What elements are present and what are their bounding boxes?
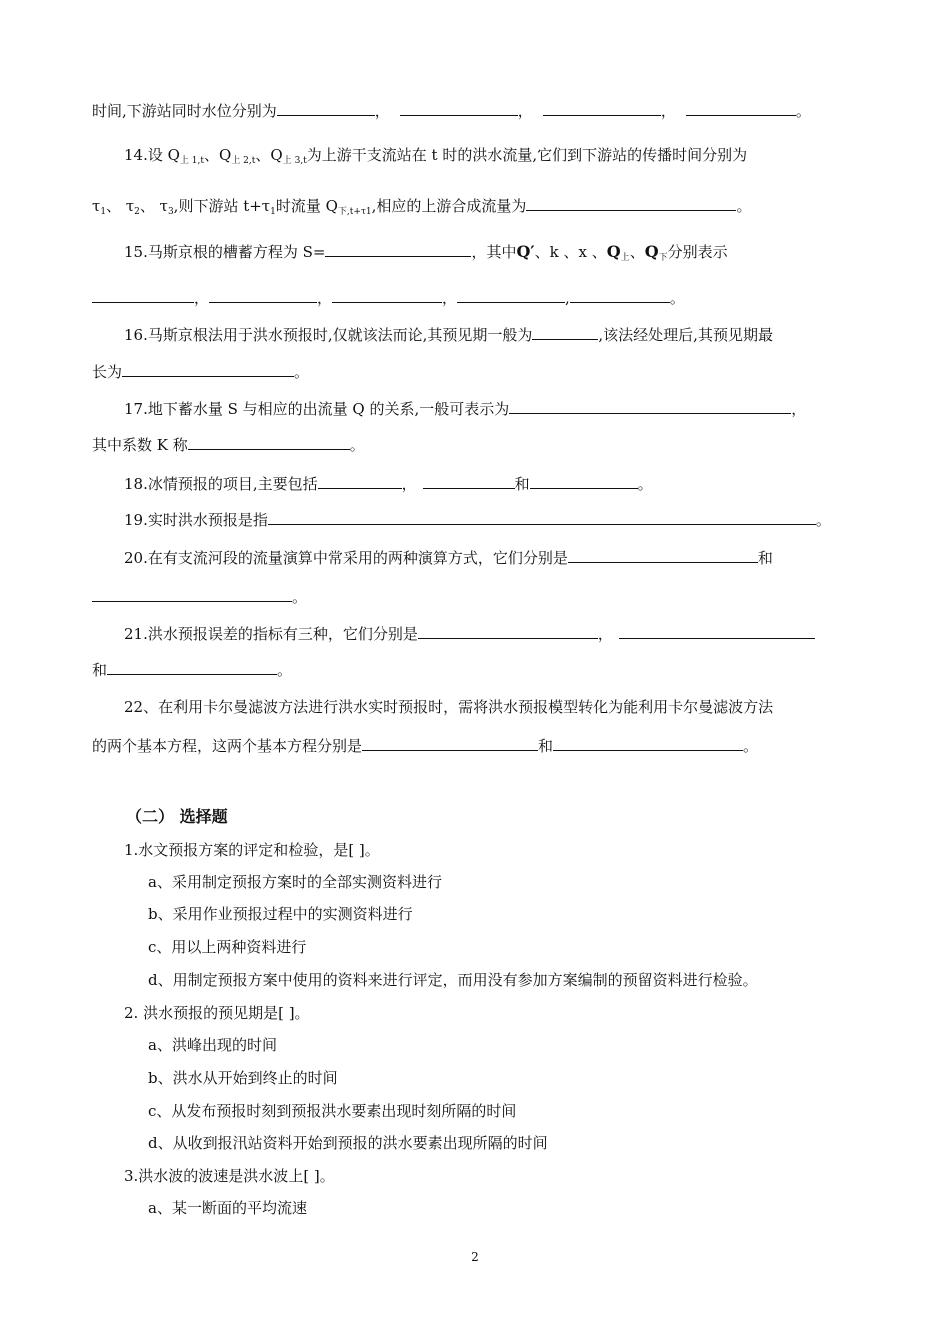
q15-qprime: Q′ bbox=[516, 242, 535, 261]
q17-blank-1[interactable] bbox=[509, 398, 791, 414]
q13-blank-4[interactable] bbox=[686, 100, 796, 116]
q15-line-1 bbox=[124, 241, 728, 268]
q16-blank-2[interactable] bbox=[122, 361, 294, 377]
q16-line-2 bbox=[92, 361, 309, 382]
q16-text-a: 16.马斯京根法用于洪水预报时,仅就该法而论,其预见期一般为 bbox=[124, 326, 533, 344]
mc-option-text: d、用制定预报方案中使用的资料来进行评定，而用没有参加方案编制的预留资料进行检验。 bbox=[148, 971, 758, 989]
q18-blank-3[interactable] bbox=[530, 473, 638, 489]
q16-end: 。 bbox=[294, 363, 310, 381]
q20-blank-1[interactable] bbox=[568, 547, 758, 563]
q18-sep: ， bbox=[401, 475, 417, 493]
q15-k: 、k 、x 、 bbox=[534, 243, 607, 261]
q22-blank-1[interactable] bbox=[362, 735, 538, 751]
q18-blank-2[interactable] bbox=[423, 473, 515, 489]
q21-sep: ， bbox=[597, 625, 613, 643]
q13-text: 时间,下游站同时水位分别为 bbox=[92, 102, 277, 120]
q21-end: 。 bbox=[277, 661, 293, 679]
section-title: 选择题 bbox=[179, 807, 228, 826]
mc-question-1 bbox=[124, 840, 380, 860]
q18-end: 。 bbox=[637, 475, 653, 493]
q14-mid: ,则下游站 t+τ bbox=[173, 197, 271, 215]
q22-line-2 bbox=[92, 735, 758, 756]
q17-text-b: ， bbox=[791, 400, 807, 418]
q14-blank[interactable] bbox=[526, 195, 736, 211]
q19-line bbox=[124, 509, 831, 530]
q14-line-2 bbox=[92, 195, 751, 222]
q13-blank-3[interactable] bbox=[543, 100, 661, 116]
q14-tail: ,相应的上游合成流量为 bbox=[371, 197, 527, 215]
q22-blank-2[interactable] bbox=[553, 735, 743, 751]
q19-end: 。 bbox=[815, 511, 831, 529]
q15-text-a: 15.马斯京根的槽蓄方程为 S= bbox=[124, 243, 326, 261]
q22-text-1: 22、在利用卡尔曼滤波方法进行洪水实时预报时，需将洪水预报模型转化为能利用卡尔曼滤波方法 bbox=[124, 698, 774, 716]
q15-blank-1[interactable] bbox=[92, 287, 194, 303]
q22-and: 和 bbox=[538, 737, 554, 755]
q13-blank-1[interactable] bbox=[277, 100, 375, 116]
mc-question-text: 2. 洪水预报的预见期是[ ]。 bbox=[124, 1004, 310, 1022]
mc-option[interactable] bbox=[148, 937, 306, 957]
mc-option-text: a、采用制定预报方案时的全部实测资料进行 bbox=[148, 873, 442, 891]
q15-dun: 、 bbox=[629, 243, 645, 261]
q15-sep: ， bbox=[317, 289, 333, 307]
q13-line bbox=[92, 100, 811, 121]
q15-line-2 bbox=[92, 287, 685, 308]
q16-blank-1[interactable] bbox=[532, 324, 598, 340]
q15-sep2: , bbox=[565, 289, 570, 307]
page-number: 2 bbox=[471, 1250, 479, 1264]
q14-mid2: 时流量 Q bbox=[275, 197, 338, 215]
q15-blank-3[interactable] bbox=[332, 287, 442, 303]
q15-text-b: ，其中 bbox=[471, 243, 517, 261]
q22-end: 。 bbox=[743, 737, 759, 755]
q22-line-1 bbox=[124, 697, 773, 717]
q21-blank-1[interactable] bbox=[418, 623, 598, 639]
q13-sep: ， bbox=[517, 102, 533, 120]
q15-blank-eq[interactable] bbox=[325, 241, 471, 257]
mc-option-text: b、采用作业预报过程中的实测资料进行 bbox=[148, 905, 413, 923]
mc-option[interactable] bbox=[148, 1101, 516, 1121]
q15-qup: Q bbox=[606, 242, 621, 261]
q14-mid-sub: 1 bbox=[270, 207, 276, 217]
q14-end: 。 bbox=[736, 197, 752, 215]
mc-option[interactable] bbox=[148, 1068, 338, 1088]
q13-blank-2[interactable] bbox=[400, 100, 518, 116]
q17-line-1 bbox=[124, 398, 806, 419]
q18-line bbox=[124, 473, 653, 494]
q14-q-sub: 下,t+τ1 bbox=[337, 207, 372, 217]
tau-1: τ bbox=[92, 197, 101, 215]
q20-end: 。 bbox=[292, 588, 308, 606]
mc-question-text: 3.洪水波的波速是洪水波上[ ]。 bbox=[124, 1167, 335, 1185]
q17-blank-2[interactable] bbox=[188, 434, 350, 450]
q15-sep: ， bbox=[194, 289, 210, 307]
q18-and: 和 bbox=[514, 475, 530, 493]
section-heading bbox=[126, 804, 228, 827]
q14-line-1 bbox=[124, 145, 747, 171]
q20-text: 20.在有支流河段的流量演算中常采用的两种演算方式，它们分别是 bbox=[124, 549, 568, 567]
q21-text: 21.洪水预报误差的指标有三种，它们分别是 bbox=[124, 625, 418, 643]
mc-question-2 bbox=[124, 1003, 310, 1023]
q17-text-a: 17.地下蓄水量 S 与相应的出流量 Q 的关系,一般可表示为 bbox=[124, 400, 510, 418]
tau-sep-1: 、 τ bbox=[106, 197, 135, 215]
q14-sub-3: 上 3,t bbox=[282, 156, 307, 166]
q15-blank-4[interactable] bbox=[457, 287, 565, 303]
q17-end: 。 bbox=[349, 436, 365, 454]
section-number: （二） bbox=[126, 807, 175, 826]
tau-sep-2: 、 τ bbox=[139, 197, 168, 215]
q19-text: 19.实时洪水预报是指 bbox=[124, 511, 268, 529]
q21-line-1 bbox=[124, 623, 815, 644]
q14-sub-2: 上 2,t bbox=[231, 156, 256, 166]
mc-option-text: d、从收到报汛站资料开始到预报的洪水要素出现所隔的时间 bbox=[148, 1134, 548, 1152]
q15-sep: ， bbox=[442, 289, 458, 307]
q13-sep: ， bbox=[374, 102, 390, 120]
q14-text-d: 为上游干支流站在 t 时的洪水流量,它们到下游站的传播时间分别为 bbox=[306, 146, 748, 164]
q14-text-a: 14.设 Q bbox=[124, 146, 180, 164]
q15-blank-5[interactable] bbox=[570, 287, 670, 303]
q19-blank[interactable] bbox=[268, 509, 816, 525]
tau-3-sub: 3 bbox=[167, 207, 174, 217]
mc-option[interactable] bbox=[148, 1198, 307, 1218]
q17-line-2 bbox=[92, 434, 365, 455]
q18-text: 18.冰情预报的项目,主要包括 bbox=[124, 475, 318, 493]
q14-text-c: 、Q bbox=[255, 146, 283, 164]
q21-and: 和 bbox=[92, 661, 108, 679]
q16-text-c: 长为 bbox=[92, 363, 123, 381]
q14-text-b: 、Q bbox=[204, 146, 232, 164]
mc-option-text: c、用以上两种资料进行 bbox=[148, 938, 307, 956]
q13-sep: ， bbox=[660, 102, 676, 120]
mc-question-text: 1.水文预报方案的评定和检验，是[ ]。 bbox=[124, 841, 380, 859]
mc-option-text: a、洪峰出现的时间 bbox=[148, 1036, 277, 1054]
q13-end: 。 bbox=[795, 102, 811, 120]
q15-tail: 分别表示 bbox=[667, 243, 728, 261]
mc-option[interactable] bbox=[148, 970, 758, 990]
q21-blank-3[interactable] bbox=[107, 659, 277, 675]
mc-question-3 bbox=[124, 1166, 335, 1186]
q20-and: 和 bbox=[757, 549, 773, 567]
mc-option-text: c、从发布预报时刻到预报洪水要素出现时刻所隔的时间 bbox=[148, 1102, 517, 1120]
tau-1-sub: 1 bbox=[100, 207, 107, 217]
q20-line-2 bbox=[92, 586, 307, 607]
q20-line-1 bbox=[124, 547, 773, 568]
q15-qdn: Q bbox=[644, 242, 659, 261]
q15-qup-sub: 上 bbox=[620, 253, 630, 263]
mc-option[interactable] bbox=[148, 1133, 548, 1153]
q17-text-c: 其中系数 K 称 bbox=[92, 436, 188, 454]
q20-blank-2[interactable] bbox=[92, 586, 292, 602]
q14-sub-1: 上 1,t bbox=[179, 156, 204, 166]
q15-end: 。 bbox=[669, 289, 685, 307]
q18-blank-1[interactable] bbox=[318, 473, 402, 489]
mc-option[interactable] bbox=[148, 872, 442, 892]
mc-option[interactable] bbox=[148, 1035, 277, 1055]
q15-blank-2[interactable] bbox=[209, 287, 317, 303]
mc-option-text: a、某一断面的平均流速 bbox=[148, 1199, 307, 1217]
q22-text-2: 的两个基本方程，这两个基本方程分别是 bbox=[92, 737, 363, 755]
tau-2-sub: 2 bbox=[134, 207, 140, 217]
mc-option[interactable] bbox=[148, 904, 413, 924]
mc-option-text: b、洪水从开始到终止的时间 bbox=[148, 1069, 338, 1087]
q21-blank-2[interactable] bbox=[619, 623, 815, 639]
q16-line-1 bbox=[124, 324, 773, 345]
q21-line-2 bbox=[92, 659, 292, 680]
q15-qdn-sub: 下 bbox=[658, 253, 668, 263]
q16-text-b: ,该法经处理后,其预见期最 bbox=[598, 326, 773, 344]
